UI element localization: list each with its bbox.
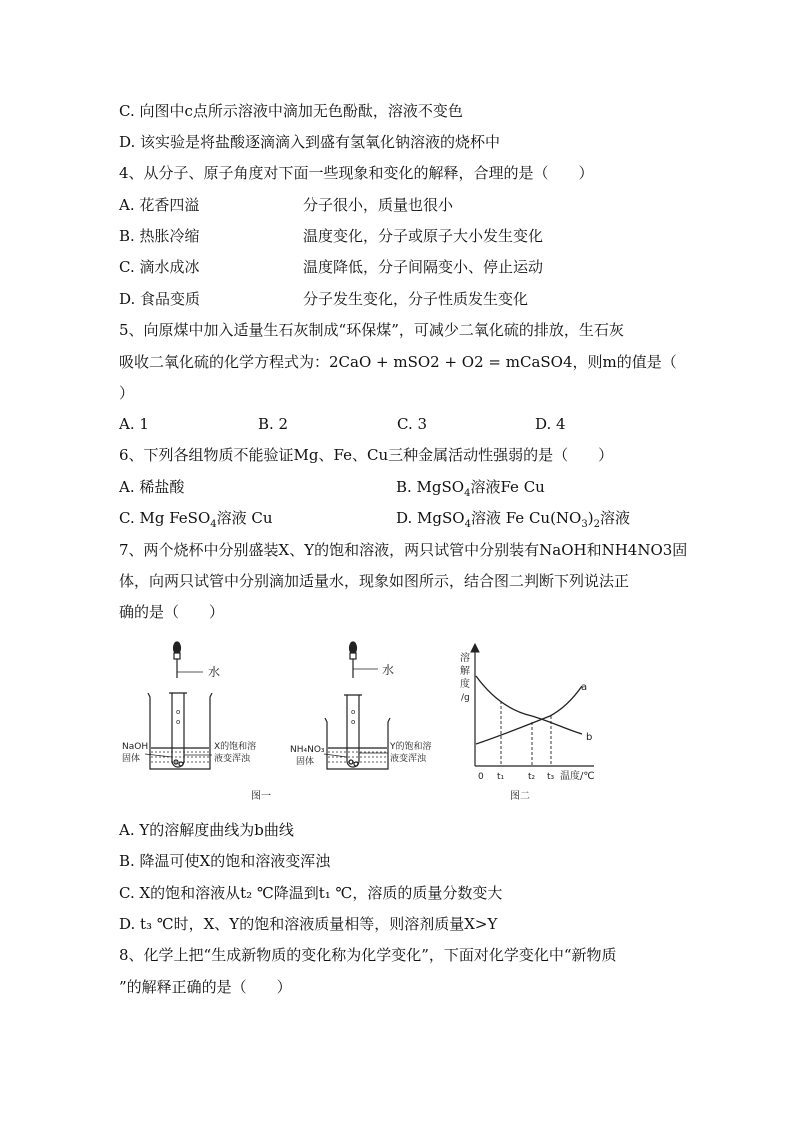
y-axis-arrow — [471, 644, 479, 652]
q3-option-c: C. 向图中c点所示溶液中滴加无色酚酞，溶液不变色 — [119, 102, 463, 120]
q6-option-b-post: 溶液Fe Cu — [470, 478, 545, 496]
q6-option-d-sub: 4 — [464, 519, 471, 530]
figure2-caption: 图二 — [510, 791, 530, 802]
q7-option-a: A. Y的溶解度曲线为b曲线 — [119, 821, 294, 839]
q6-option-d-sub2: 3 — [581, 519, 588, 530]
ylabel-char-1: 溶 — [460, 653, 470, 664]
solid-particle-1b — [179, 762, 183, 766]
q4-option-b-label: B. 热胀冷缩 — [119, 227, 200, 245]
q5-options — [119, 414, 679, 434]
dropper-bulb-1 — [174, 642, 181, 654]
q6-option-b — [396, 477, 545, 504]
q4-option-a-explain: 分子很小，质量也很小 — [303, 196, 454, 214]
q6-options-row2 — [119, 508, 679, 530]
q4-option-c-explain: 温度降低，分子间隔变小、停止运动 — [303, 258, 544, 276]
q4-option-a-label: A. 花香四溢 — [119, 196, 200, 214]
origin-label: 0 — [478, 772, 484, 782]
test-tube-1 — [172, 693, 184, 767]
x-label-line2: 液变浑浊 — [214, 754, 251, 764]
xaxis-label: 温度/℃ — [560, 771, 595, 782]
t2-label: t₂ — [528, 772, 536, 782]
solid-label-2: 固体 — [296, 757, 315, 767]
naoh-label: NaOH — [122, 742, 149, 752]
q6-option-d-sub3: 2 — [593, 519, 600, 530]
t1-label: t₁ — [497, 772, 505, 782]
beaker-1 — [148, 693, 212, 769]
water-label-1: 水 — [208, 665, 221, 679]
q6-option-c-pre: C. Mg FeSO — [119, 509, 211, 527]
nh4no3-label: NH₄NO₃ — [290, 745, 325, 755]
q5-stem-line3: ） — [119, 384, 135, 402]
q7-figure — [120, 636, 610, 806]
q5-stem-line2: 吸收二氧化硫的化学方程式为：2CaO + mSO2 + O2 = mCaSO4，则m的值是（ — [119, 353, 677, 371]
ylabel-char-3: 度 — [460, 679, 470, 690]
solubility-graph — [471, 644, 594, 766]
dropper-neck-2 — [350, 653, 356, 659]
y-label-line2: 液变浑浊 — [390, 754, 427, 764]
x-label-line1: X的饱和溶 — [214, 742, 257, 752]
q4-stem: 4、从分子、原子角度对下面一些现象和变化的解释，合理的是（ ） — [119, 164, 594, 182]
solid-particle-2b — [354, 762, 358, 766]
apparatus-nh4no3 — [324, 642, 390, 769]
svg-text:o: o — [176, 718, 181, 726]
solid-label-1: 固体 — [122, 754, 141, 764]
curve-a-label: a — [581, 682, 588, 693]
q7-option-d: D. t₃ ℃时，X、Y的饱和溶液质量相等，则溶剂质量X>Y — [119, 915, 498, 933]
test-tube-2 — [347, 695, 359, 767]
q4-option-b — [119, 226, 544, 246]
q6-option-a: A. 稀盐酸 — [119, 478, 185, 496]
dropper-neck-1 — [174, 653, 180, 659]
q7-option-b: B. 降温可使X的饱和溶液变浑浊 — [119, 852, 331, 870]
q4-option-b-explain: 温度变化，分子或原子大小发生变化 — [303, 227, 544, 245]
q6-option-d-mid: 溶液 Fe Cu(NO — [470, 509, 582, 527]
q6-option-b-pre: B. MgSO — [396, 478, 465, 496]
q5-option-d: D. 4 — [535, 415, 566, 433]
t3-label: t₃ — [547, 772, 555, 782]
svg-text:o: o — [351, 708, 356, 716]
svg-text:o: o — [176, 708, 181, 716]
q6-option-c-sub: 4 — [210, 519, 217, 530]
q6-option-d — [396, 508, 630, 535]
q4-option-c — [119, 257, 544, 277]
q6-options-row1 — [119, 477, 679, 497]
q7-stem-line1: 7、两个烧杯中分别盛装X、Y的饱和溶液，两只试管中分别装有NaOH和NH4NO3固 — [119, 541, 688, 559]
svg-text:o: o — [351, 718, 356, 726]
q4-option-c-label: C. 滴水成冰 — [119, 258, 200, 276]
q5-option-b: B. 2 — [258, 415, 289, 433]
q7-stem-line2: 体，向两只试管中分别滴加适量水，现象如图所示，结合图二判断下列说法正 — [119, 572, 630, 590]
q7-option-c: C. X的饱和溶液从t₂ ℃降温到t₁ ℃，溶质的质量分数变大 — [119, 884, 503, 902]
q4-option-d-explain: 分子发生变化，分子性质发生变化 — [303, 290, 529, 308]
q4-option-d — [119, 289, 529, 309]
dropper-bulb-2 — [350, 642, 357, 654]
figure1-caption: 图一 — [251, 791, 271, 802]
q6-option-b-sub: 4 — [464, 488, 471, 499]
q4-option-d-label: D. 食品变质 — [119, 290, 201, 308]
naoh-leader — [145, 754, 172, 757]
q8-stem-line2: ”的解释正确的是（ ） — [119, 978, 292, 996]
q6-option-d-pre: D. MgSO — [396, 509, 465, 527]
ylabel-char-4: /g — [461, 693, 470, 703]
q5-stem-line1: 5、向原煤中加入适量生石灰制成“环保煤”，可减少二氧化硫的排放，生石灰 — [119, 321, 624, 339]
q6-option-d-post: 溶液 — [599, 509, 630, 527]
q6-stem: 6、下列各组物质不能验证Mg、Fe、Cu三种金属活动性强弱的是（ ） — [119, 446, 614, 464]
q3-option-d: D. 该实验是将盐酸逐滴滴入到盛有氢氧化钠溶液的烧杯中 — [119, 133, 501, 151]
q8-stem-line1: 8、化学上把“生成新物质的变化称为化学变化”，下面对化学变化中“新物质 — [119, 946, 617, 964]
q5-option-c: C. 3 — [397, 415, 428, 433]
y-label-line1: Y的饱和溶 — [390, 742, 432, 752]
q7-stem-line3: 确的是（ ） — [119, 603, 225, 621]
q4-option-a — [119, 195, 454, 215]
q5-option-a: A. 1 — [119, 415, 149, 433]
curve-b-label: b — [586, 732, 593, 743]
q6-option-c — [119, 508, 273, 535]
ylabel-char-2: 解 — [460, 666, 470, 677]
apparatus-naoh — [145, 642, 212, 769]
q6-option-c-post: 溶液 Cu — [216, 509, 273, 527]
water-label-2: 水 — [382, 663, 395, 677]
q6-option-d-mid2: ) — [587, 509, 594, 527]
beaker-2 — [325, 718, 390, 769]
